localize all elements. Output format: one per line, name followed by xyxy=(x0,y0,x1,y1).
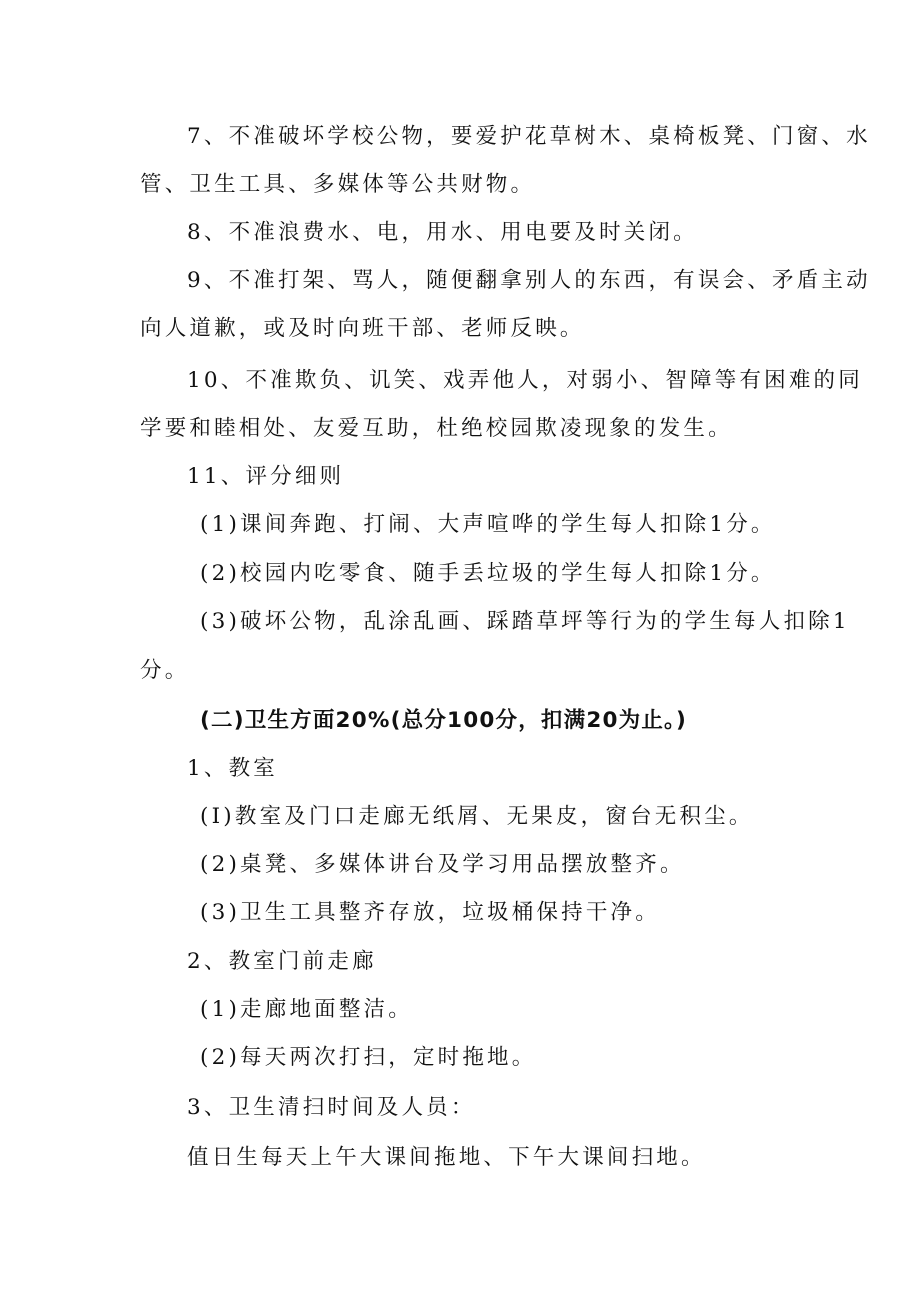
rule-10-line-2: 学要和睦相处、友爱互助，杜绝校园欺凌现象的发生。 xyxy=(140,416,733,441)
scoring-item-1: (1)课间奔跑、打闹、大声喧哗的学生每人扣除1分。 xyxy=(200,512,776,537)
classroom-item-1: (I)教室及门口走廊无纸屑、无果皮，窗台无积尘。 xyxy=(200,804,754,829)
hygiene-item-1-heading: 1、教室 xyxy=(187,756,278,781)
corridor-item-1: (1)走廊地面整洁。 xyxy=(200,997,413,1022)
section-hygiene-heading: (二)卫生方面20%(总分100分，扣满20为止。) xyxy=(200,708,688,733)
cleaning-schedule: 值日生每天上午大课间拖地、下午大课间扫地。 xyxy=(187,1145,706,1170)
hygiene-item-3-heading: 3、卫生清扫时间及人员： xyxy=(187,1095,476,1120)
corridor-item-2: (2)每天两次打扫，定时拖地。 xyxy=(200,1045,537,1070)
hygiene-item-2-heading: 2、教室门前走廊 xyxy=(187,949,377,974)
rule-9-line-2: 向人道歉，或及时向班干部、老师反映。 xyxy=(140,316,585,341)
rule-8: 8、不准浪费水、电，用水、用电要及时关闭。 xyxy=(187,220,698,245)
classroom-item-2: (2)桌凳、多媒体讲台及学习用品摆放整齐。 xyxy=(200,852,685,877)
rule-7-line-1: 7、不准破坏学校公物，要爱护花草树木、桌椅板凳、门窗、水 xyxy=(187,124,871,149)
scoring-item-3-line-1: (3)破坏公物，乱涂乱画、踩踏草坪等行为的学生每人扣除1 xyxy=(200,609,850,634)
rule-10-line-1: 10、不准欺负、讥笑、戏弄他人，对弱小、智障等有困难的同 xyxy=(187,368,863,393)
scoring-item-2: (2)校园内吃零食、随手丢垃圾的学生每人扣除1分。 xyxy=(200,561,776,586)
classroom-item-3: (3)卫生工具整齐存放，垃圾桶保持干净。 xyxy=(200,900,660,925)
scoring-item-3-line-2: 分。 xyxy=(140,658,190,683)
rule-11-heading: 11、评分细则 xyxy=(187,464,345,489)
rule-9-line-1: 9、不准打架、骂人，随便翻拿别人的东西，有误会、矛盾主动 xyxy=(187,268,871,293)
rule-7-line-2: 管、卫生工具、多媒体等公共财物。 xyxy=(140,172,536,197)
